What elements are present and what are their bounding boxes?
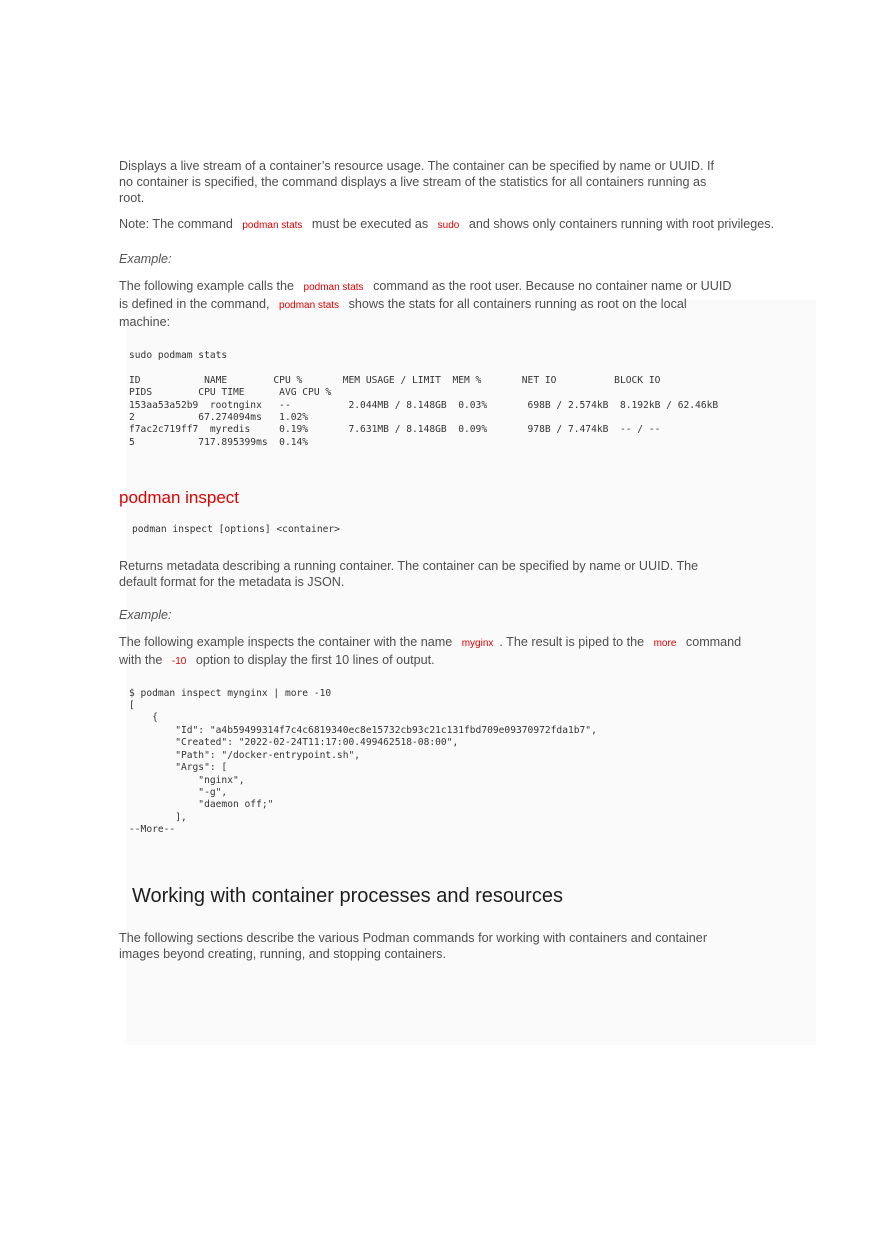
inspect-example-text-2: . The result is piped to the — [499, 634, 645, 649]
inline-code-podman-stats: podman stats — [242, 220, 303, 231]
section-heading-processes: Working with container processes and resources — [132, 884, 563, 907]
note-text-3: and shows only containers running with root privileges. — [468, 217, 775, 231]
stats-example-text-2: command as the root user. Because no container name or UUID is defined in the command, — [119, 279, 732, 311]
example-label: Example: — [119, 252, 172, 266]
document-content — [119, 158, 775, 962]
inspect-example-text — [119, 634, 759, 670]
inspect-example-text-3: command with the — [119, 634, 742, 667]
inline-code-minus-10: -10 — [171, 655, 187, 667]
inspect-description: Returns metadata describing a running container. The container can be specified by name or UUID. The default format for the metadata is JSON. — [119, 558, 699, 589]
note-text-2: must be executed as — [311, 217, 429, 231]
stats-example-text — [119, 278, 734, 330]
stats-note — [119, 216, 775, 234]
note-text-1: Note: The command — [119, 217, 233, 231]
inspect-example-text-1: The following example inspects the container with the name — [119, 634, 453, 649]
inspect-heading: podman inspect — [119, 488, 240, 508]
processes-description: The following sections describe the various Podman commands for working with containers and container images beyond creating, running, and stopping containers. — [119, 930, 708, 961]
inline-code-more: more — [653, 637, 677, 649]
example-label: Example: — [119, 607, 172, 622]
stats-code-block: sudo podmam stats ID NAME CPU % MEM USAGE / LIMIT MEM % NET IO BLOCK IO PIDS CPU TIME AVG CPU % 153aa53a52b9 rootnginx -- 2.044MB / 8.148GB 0.03% 698B / 2.574kB 8.192kB / 62.46kB 2 67.274094ms 1.02% f7ac2c719ff7 myredis 0.19% 7.631MB / 8.148GB 0.09% 978B / 7.474kB -- / -- 5 717.895399ms 0.14% — [129, 350, 719, 448]
inline-code-myginx: myginx — [461, 637, 494, 649]
stats-example-text-3: shows the stats for all containers running as root on the local machine: — [119, 297, 687, 329]
inspect-code-block: $ podman inspect mynginx | more -10 [ { "Id": "a4b59499314f7c4c6819340ec8e15732cb93c21c131fbd709e09370972fda1b7", "Created": "2022-02-24T11:17:00.499462518-08:00", "Path": "/docker-entrypoint.sh", "Args": [ "nginx", "-g", "daemon off;" ], --More-- — [129, 687, 597, 836]
inline-code-podman-stats: podman stats — [279, 300, 340, 311]
stats-example-text-1: The following example calls the — [119, 279, 295, 293]
inline-code-sudo: sudo — [437, 220, 460, 231]
stats-description: Displays a live stream of a container’s resource usage. The container can be specified by name or UUID. If no container is specified, the command displays a live stream of the statistics for all containers running as root. — [119, 159, 714, 205]
inline-code-podman-stats: podman stats — [303, 282, 364, 293]
inspect-syntax: podman inspect [options] <container> — [132, 524, 340, 536]
inspect-example-text-4: option to display the first 10 lines of output. — [195, 652, 435, 667]
